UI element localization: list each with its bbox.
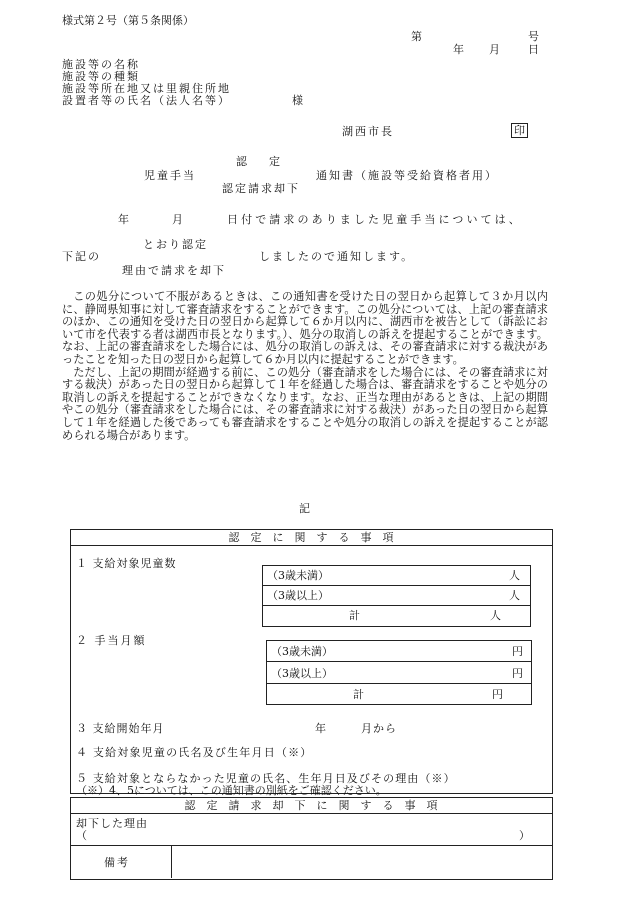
facility-type-label: 施設等の種類 bbox=[62, 70, 140, 83]
rejection-header-divider bbox=[70, 813, 552, 814]
amount-over3-label: （3歳以上） bbox=[271, 667, 333, 680]
document-number-prefix: 第 bbox=[411, 30, 422, 43]
children-total-label: 計 bbox=[349, 609, 360, 622]
founder-name-label: 設置者等の氏名（法人名等） bbox=[62, 94, 231, 107]
attachment-footnote: （※）4、5については、この通知書の別紙をご確認ください。 bbox=[76, 784, 387, 797]
amount-under3-label: （3歳未満） bbox=[271, 645, 333, 658]
item5-ineligible-children: ５ 支給対象とならなかった児童の氏名、生年月日及びその理由（※） bbox=[76, 772, 456, 785]
issuer-name: 湖西市長 bbox=[342, 125, 394, 138]
date-year: 年 bbox=[453, 43, 464, 56]
body-option-bottom: 理由で請求を却下 bbox=[122, 264, 226, 277]
facility-name-label: 施設等の名称 bbox=[62, 58, 140, 71]
children-under3-unit: 人 bbox=[509, 569, 520, 582]
title-left: 児童手当 bbox=[144, 169, 196, 182]
body-option-top: とおり認定 bbox=[143, 238, 208, 251]
approval-header: 認 定 に 関 す る 事 項 bbox=[228, 531, 394, 544]
rejection-reason-label: 却下した理由 bbox=[76, 817, 148, 830]
amount-over3-unit: 円 bbox=[512, 667, 523, 680]
date-month: 月 bbox=[489, 43, 500, 56]
reason-paren-close: ） bbox=[519, 829, 530, 842]
date-day: 日 bbox=[528, 43, 539, 56]
item4-children-names: ４ 支給対象児童の氏名及び生年月日（※） bbox=[76, 746, 313, 759]
title-right: 通知書（施設等受給資格者用） bbox=[316, 169, 498, 182]
children-under3-label: （3歳未満） bbox=[267, 569, 329, 582]
amount-under3-unit: 円 bbox=[512, 645, 523, 658]
item3-year: 年 bbox=[315, 722, 326, 735]
item1-children-count: １ 支給対象児童数 bbox=[76, 557, 177, 570]
body-month: 月 bbox=[172, 213, 183, 226]
amount-total-unit: 円 bbox=[492, 688, 503, 701]
amount-total-label: 計 bbox=[353, 688, 364, 701]
children-over3-unit: 人 bbox=[509, 589, 520, 602]
form-number: 様式第２号（第５条関係） bbox=[62, 14, 194, 27]
document-number-suffix: 号 bbox=[528, 30, 539, 43]
body-right: しましたので通知します。 bbox=[259, 250, 415, 263]
monthly-amount-row-divider-1 bbox=[266, 661, 531, 662]
children-over3-label: （3歳以上） bbox=[267, 589, 329, 602]
approval-header-divider bbox=[70, 545, 552, 546]
honorific: 様 bbox=[292, 94, 303, 107]
appeal-paragraph-2: ただし、上記の期間が経過する前に、この処分（審査請求をした場合には、その審査請求に対する裁決）があった日の翌日から起算して１年を経過した場合は、審査請求をすることや処分の取消しの訴えを提起することができなくなります。なお、正当な理由があるときは、上記の期間やこの処分（審査請求をした場合には、その審査請求に対する裁決）があった日の翌日から起算して１年を経過した後であっても審査請求をすることや処分の取消しの訴えを提起することが認められる場合があります。 bbox=[62, 365, 549, 442]
item3-month-from: 月から bbox=[361, 722, 397, 735]
body-year: 年 bbox=[118, 213, 129, 226]
seal-mark bbox=[511, 124, 528, 137]
remarks-column-divider bbox=[171, 845, 172, 878]
item2-monthly-amount: ２ 手当月額 bbox=[76, 634, 147, 647]
seal-text: 印 bbox=[511, 123, 528, 138]
body-line1: 日付で請求のありました児童手当については、 bbox=[227, 213, 523, 226]
monthly-amount-row-divider-2 bbox=[266, 683, 531, 684]
ki-heading: 記 bbox=[299, 502, 310, 515]
children-total-unit: 人 bbox=[490, 609, 501, 622]
facility-address-label: 施設等所在地又は里親住所地 bbox=[62, 82, 231, 95]
remarks-label: 備考 bbox=[104, 856, 130, 869]
appeal-notice bbox=[62, 291, 548, 442]
body-left: 下記の bbox=[62, 250, 101, 263]
children-count-row-divider-1 bbox=[262, 585, 530, 586]
reason-paren-open: （ bbox=[76, 829, 87, 842]
title-bottom: 認定請求却下 bbox=[222, 182, 300, 195]
appeal-paragraph-1: この処分について不服があるときは、この通知書を受けた日の翌日から起算して３か月以内に、静岡県知事に対して審査請求をすることができます。この処分については、上記の審査請求のほか、この通知を受けた日の翌日から起算して６か月以内に、湖西市を被告として（訴訟において市を代表する者は湖西市長となります。）、処分の取消しの訴えを提起することができます。なお、上記の審査請求をした場合には、処分の取消しの訴えは、その審査請求に対する裁決があったことを知った日の翌日から起算して６か月以内に提起することができます。 bbox=[62, 290, 548, 366]
remarks-divider bbox=[70, 845, 552, 846]
children-count-row-divider-2 bbox=[262, 605, 530, 606]
title-top: 認 定 bbox=[236, 155, 280, 168]
rejection-header: 認 定 請 求 却 下 に 関 す る 事 項 bbox=[184, 799, 438, 812]
item3-start-month: ３ 支給開始年月 bbox=[76, 722, 165, 735]
